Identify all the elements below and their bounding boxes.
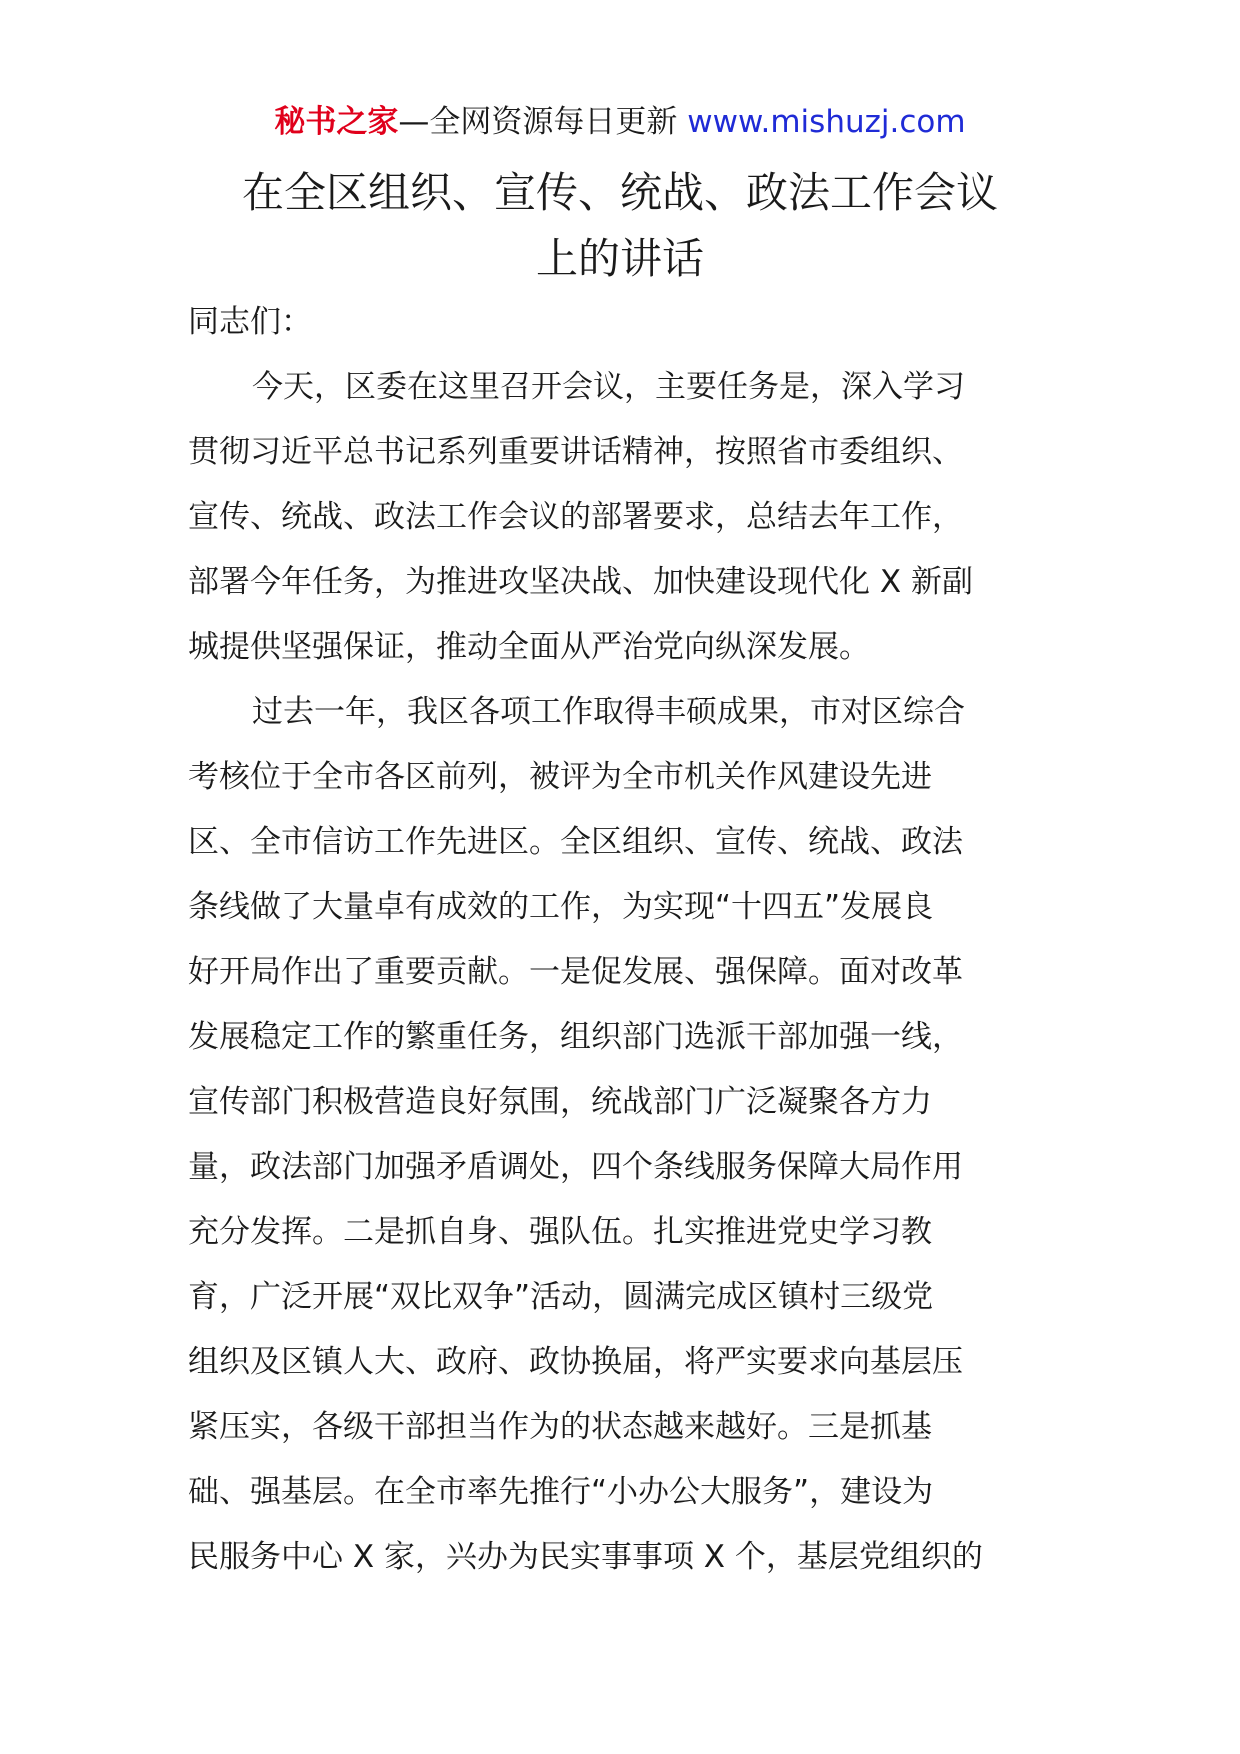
- title-line-1: 在全区组织、宣传、统战、政法工作会议: [241, 168, 998, 217]
- title-line-2: 上的讲话: [535, 234, 704, 283]
- paragraph-line: 区、全市信访工作先进区。全区组织、宣传、统战、政法: [188, 824, 963, 860]
- paragraph-line: 过去一年，我区各项工作取得丰硕成果，市对区综合: [252, 694, 965, 730]
- paragraph-line: 组织及区镇人大、政府、政协换届，将严实要求向基层压: [188, 1344, 963, 1380]
- paragraph-line: 量，政法部门加强矛盾调处，四个条线服务保障大局作用: [188, 1149, 963, 1185]
- paragraph-line: 宣传、统战、政法工作会议的部署要求，总结去年工作，: [188, 499, 963, 535]
- paragraph-line: 紧压实，各级干部担当作为的状态越来越好。三是抓基: [188, 1409, 932, 1445]
- site-tagline: —全网资源每日更新: [398, 104, 688, 140]
- paragraph-line: 宣传部门积极营造良好氛围，统战部门广泛凝聚各方力: [188, 1084, 932, 1120]
- site-url[interactable]: www.mishuzj.com: [687, 104, 966, 140]
- paragraph-line: 发展稳定工作的繁重任务，组织部门选派干部加强一线，: [188, 1019, 963, 1055]
- paragraph-line: 好开局作出了重要贡献。一是促发展、强保障。面对改革: [188, 954, 963, 990]
- paragraph-line: 条线做了大量卓有成效的工作，为实现“十四五”发展良: [188, 889, 934, 925]
- site-header: [0, 100, 1240, 144]
- paragraph-line: 考核位于全市各区前列，被评为全市机关作风建设先进: [188, 759, 932, 795]
- document-title: [190, 160, 1050, 292]
- paragraph-line: 充分发挥。二是抓自身、强队伍。扎实推进党史学习教: [188, 1214, 932, 1250]
- paragraph-line: 城提供坚强保证，推动全面从严治党向纵深发展。: [188, 629, 870, 665]
- paragraph-line: 民服务中心 X 家，兴办为民实事事项 X 个，基层党组织的: [188, 1539, 983, 1575]
- paragraph-line: 今天，区委在这里召开会议，主要任务是，深入学习: [252, 369, 965, 405]
- brand-name: 秘书之家: [274, 104, 399, 140]
- salutation: 同志们：: [188, 304, 312, 340]
- paragraph-line: 贯彻习近平总书记系列重要讲话精神，按照省市委组织、: [188, 434, 963, 470]
- paragraph-line: 础、强基层。在全市率先推行“小办公大服务”，建设为: [188, 1474, 934, 1510]
- document-body: [188, 290, 1054, 1590]
- paragraph-line: 育，广泛开展“双比双争”活动，圆满完成区镇村三级党: [188, 1279, 934, 1315]
- paragraph-line: 部署今年任务，为推进攻坚决战、加快建设现代化 X 新副: [188, 564, 973, 600]
